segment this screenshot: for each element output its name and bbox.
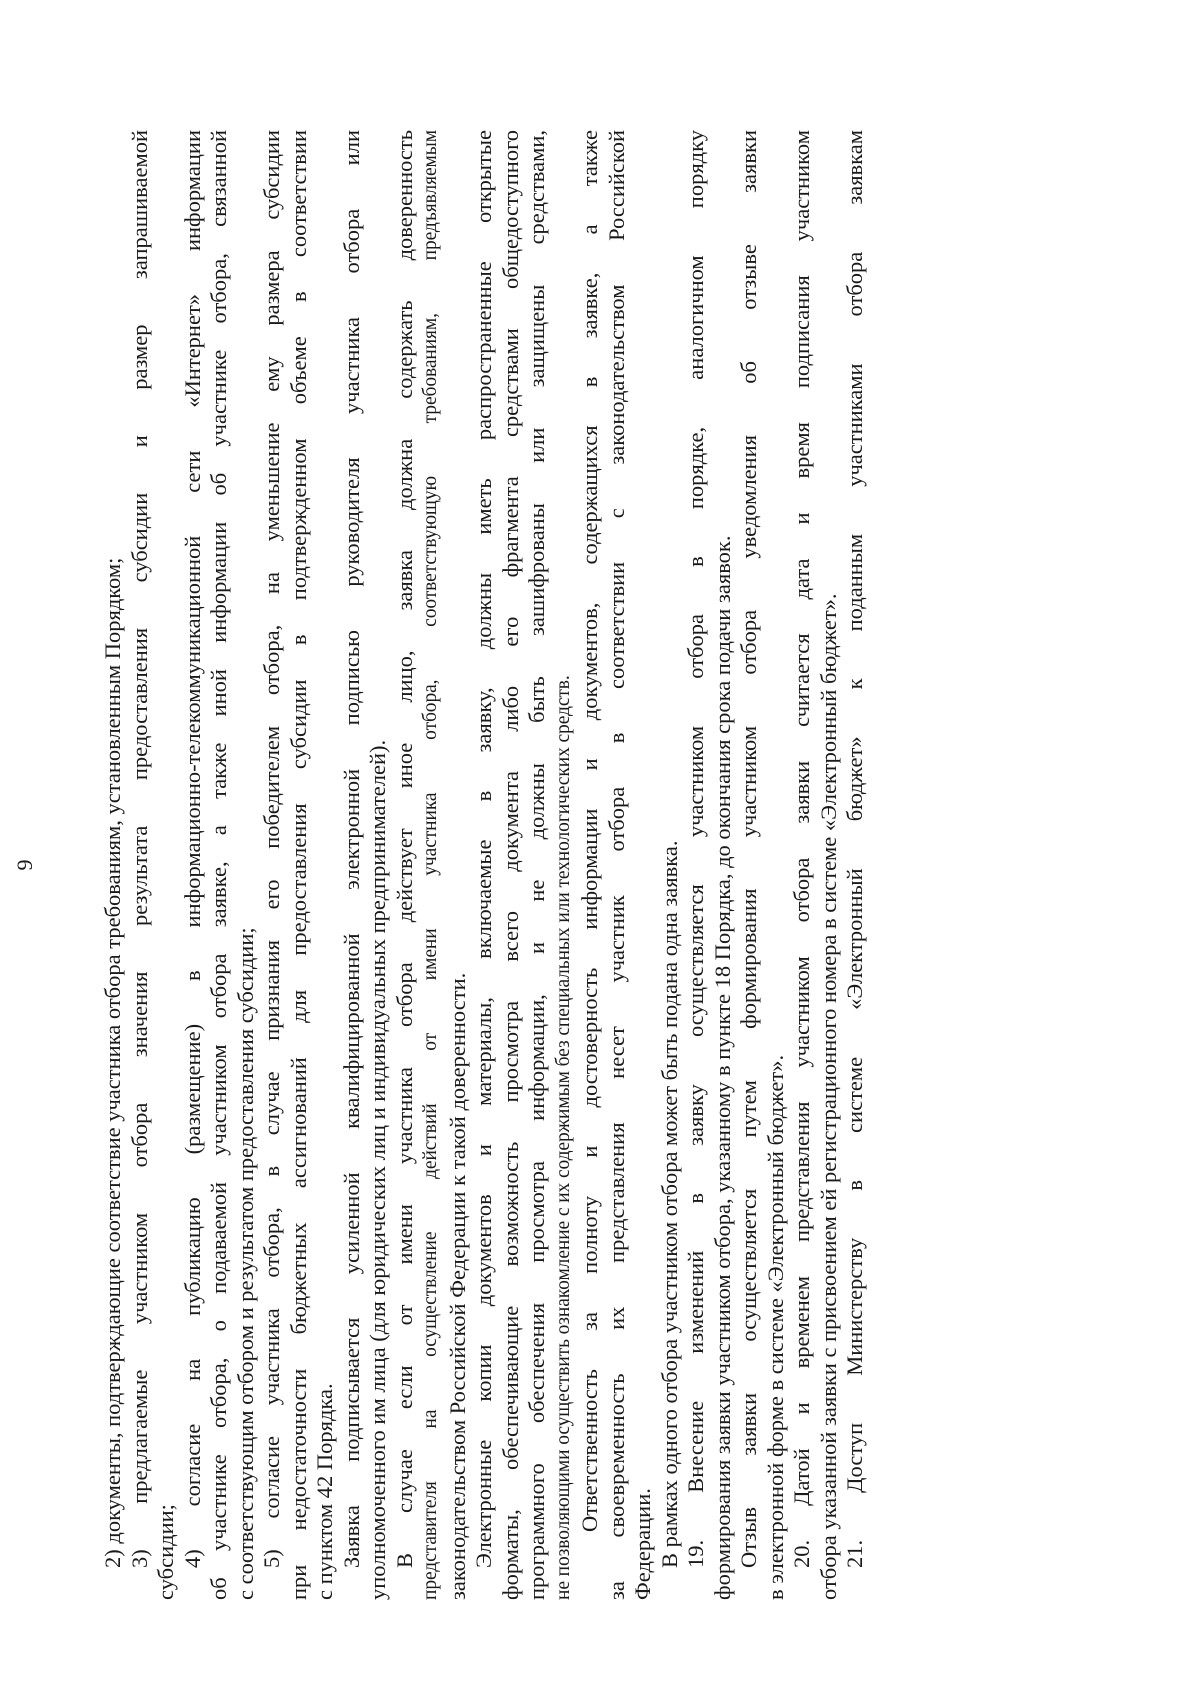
text-line: 4) согласие на публикацию (размещение) в информационно-телекоммуникационной сети «Интернет» информации [179,130,205,1568]
text-line: программного обеспечения просмотра информации, и не должны быть зашифрованы или защищены средствами, [524,130,549,1600]
text-line: Заявка подписывается усиленной квалифицированной электронной подписью руководителя участника отбора или [338,130,364,1568]
text-line: субсидии; [153,1504,178,1600]
text-line: законодательством Российской Федерации к такой доверенности. [444,972,470,1600]
text-line: Отзыв заявки осуществляется путем формирования участником отбора уведомления об отзыве заявки [736,130,761,1568]
text-line: в электронной форме в системе «Электронный бюджет». [762,1054,788,1600]
text-line: 3) предлагаемые участником отбора значения результата предоставления субсидии и размер запрашиваемой [126,130,152,1568]
page-number: 9 [12,859,37,871]
text-line: 20. Датой и временем представления участником отбора заявки считается дата и время подписания участником [789,130,814,1568]
text-line: за своевременность их представления несет участник отбора в соответствии с законодательством Российской [603,130,629,1600]
text-line: 2) документы, подтверждающие соответствие участника отбора требованиям, установленным Порядком; [100,557,125,1568]
text-line: 5) согласие участника отбора, в случае признания его победителем отбора, на уменьшение ему размера субсидии [259,130,284,1568]
text-line: уполномоченного им лица (для юридических лиц и индивидуальных предпринимателей). [365,739,390,1600]
text-line: с соответствующим отбором и результатом предоставления субсидии; [232,927,258,1600]
text-line: представителя на осуществление действий от имени участника отбора, соответствующую требованиям, предъявляемым [420,130,441,1600]
text-line: не позволяющими осуществить ознакомление с их содержимым без специальных или технологических средств. [552,675,574,1600]
text-line: В рамках одного отбора участником отбора может быть подана одна заявка. [656,840,682,1568]
text-line: Федерации. [630,1488,655,1600]
text-line: Ответственность за полноту и достоверность информации и документов, содержащихся в заявке, а также [577,130,602,1532]
text-line: 19. Внесение изменений в заявку осуществляется участником отбора в порядке, аналогичном порядку [683,130,708,1568]
text-line: В случае если от имени участника отбора действует иное лицо, заявка должна содержать доверенность [391,130,417,1568]
text-line: 21. Доступ Министерству в системе «Электронный бюджет» к поданным участниками отбора заявкам [842,130,867,1568]
text-line: форматы, обеспечивающие возможность просмотра всего документа либо его фрагмента средствами общедоступного [497,130,523,1600]
text-line: формирования заявки участником отбора, указанному в пункте 18 Порядка, до окончания срока подачи заявок. [709,535,735,1600]
text-line: об участнике отбора, о подаваемой участником отбора заявке, а также иной информации об участнике отбора, связанной [206,130,231,1600]
text-line: при недостаточности бюджетных ассигнований для предоставления субсидии в подтвержденном объеме в соответствии [285,130,311,1600]
text-line: с пунктом 42 Порядка. [312,1383,337,1600]
rotated-text-block [12,130,869,1600]
text-line: Электронные копии документов и материалы, включаемые в заявку, должны иметь распространенные открытые [471,130,496,1568]
text-line: отбора указанной заявки с присвоением ей регистрационного номера в системе «Электронный бюджет». [815,593,841,1600]
